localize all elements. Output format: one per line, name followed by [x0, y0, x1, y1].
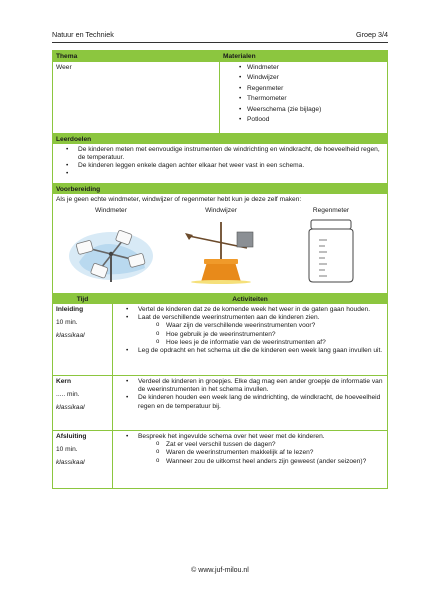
list-item: • De kinderen meten met eenvoudige instrumenten de windrichting en windkracht, de hoeveelheid regen, de temperatuur. — [66, 146, 384, 162]
list-item: • Windwijzer — [239, 74, 384, 85]
leerdoelen-heading: Leerdoelen — [53, 134, 387, 143]
instrument-gallery — [56, 204, 386, 291]
sub-item: o Zat er veel verschil tussen de dagen? — [156, 441, 384, 449]
afsluiting-list — [116, 433, 384, 466]
header-divider — [52, 42, 388, 43]
afsluiting-time-cell — [53, 431, 113, 488]
voorbereiding-text: Als je geen echte windmeter, windwijzer of regenmeter hebt kun je deze zelf maken: — [56, 195, 302, 203]
afsluiting-activities — [113, 431, 387, 488]
list-item: • De kinderen houden een week lang de windrichting, de windkracht, de hoeveelheid regen en de temperatuur bij. — [126, 394, 384, 410]
kern-row — [53, 375, 387, 430]
list-item: • Verdeel de kinderen in groepjes. Elke dag mag een ander groepje de informatie van de weerinstrumenten in het schema invullen. — [126, 378, 384, 394]
anemometer-illustration — [65, 218, 157, 284]
regenmeter-label: Regenmeter — [312, 206, 350, 214]
kern-activities — [113, 376, 387, 430]
leerdoelen-cell — [53, 144, 387, 183]
list-item: • Thermometer — [239, 95, 384, 106]
kern-form: klassikaal — [56, 404, 85, 411]
voorbereiding-header-row — [53, 183, 387, 193]
list-item-text: Bespreek het ingevulde schema over het weer met de kinderen. — [138, 433, 325, 440]
windmeter-figure — [56, 207, 166, 287]
sub-item: o Waren de weerinstrumenten makkelijk af te lezen? — [156, 449, 384, 457]
afsluiting-duration: 10 min. — [56, 446, 78, 453]
inleiding-sublist — [138, 322, 384, 347]
list-item — [126, 314, 384, 347]
group-label: Groep 3/4 — [356, 30, 388, 39]
weather-vane-illustration — [175, 218, 267, 284]
afsluiting-row — [53, 430, 387, 488]
list-item: • Windmeter — [239, 64, 384, 75]
kern-title: Kern — [56, 378, 72, 385]
kern-duration: ..... min. — [56, 391, 80, 398]
thema-header-row — [53, 51, 387, 61]
sub-item: o Hoe lees je de informatie van de weerinstrumenten af? — [156, 339, 384, 347]
inleiding-time-cell — [53, 304, 113, 375]
page-header — [52, 30, 388, 39]
voorbereiding-cell — [53, 194, 389, 293]
list-item-text: Laat de verschillende weerinstrumenten aan de kinderen zien. — [138, 314, 320, 322]
list-item: • Vertel de kinderen dat ze de komende week het weer in de gaten gaan houden. — [126, 306, 384, 314]
list-item — [126, 433, 384, 466]
kern-list — [116, 378, 384, 411]
materialen-list — [223, 64, 384, 128]
sub-item: o Waar zijn de verschillende weerinstrumenten voor? — [156, 322, 384, 330]
windmeter-label: Windmeter — [95, 206, 127, 214]
voorbereiding-row — [53, 193, 387, 293]
afsluiting-sublist — [138, 441, 384, 466]
thema-heading: Thema — [53, 51, 220, 61]
thema-value: Weer — [53, 62, 220, 133]
sub-item: o Wanneer zou de uitkomst heel anders zijn geweest (ander seizoen)? — [156, 458, 384, 466]
materialen-heading: Materialen — [220, 51, 387, 61]
leerdoelen-row — [53, 143, 387, 183]
leerdoelen-list — [56, 146, 384, 171]
list-item: • Leg de opdracht en het schema uit die de kinderen een week lang gaan invullen uit. — [126, 347, 384, 355]
kern-time-cell — [53, 376, 113, 430]
list-item: • Regenmeter — [239, 85, 384, 96]
inleiding-activities — [113, 304, 387, 375]
materialen-cell — [220, 62, 387, 133]
list-item: • Weerschema (zie bijlage) — [239, 106, 384, 117]
subject-title: Natuur en Techniek — [52, 30, 114, 39]
list-item: • De kinderen leggen enkele dagen achter elkaar het weer vast in een schema. — [66, 162, 384, 170]
inleiding-list — [116, 306, 384, 355]
inleiding-row — [53, 303, 387, 375]
regenmeter-figure — [276, 207, 386, 287]
activiteiten-header-row — [53, 293, 387, 303]
windwijzer-figure — [166, 207, 276, 287]
voorbereiding-heading: Voorbereiding — [53, 184, 387, 193]
sub-item: o Hoe gebruik je de weerinstrumenten? — [156, 331, 384, 339]
footer-copyright: © www.juf-milou.nl — [191, 567, 249, 574]
inleiding-duration: 10 min. — [56, 319, 78, 326]
lesson-table — [52, 50, 388, 489]
thema-row — [53, 61, 387, 133]
windwijzer-label: Windwijzer — [205, 206, 237, 214]
rain-gauge-jar-illustration — [285, 218, 377, 284]
afsluiting-title: Afsluiting — [56, 433, 87, 440]
activiteiten-heading: Activiteiten — [113, 294, 387, 303]
afsluiting-form: klassikaal — [56, 459, 85, 466]
list-item: • Potlood — [239, 116, 384, 127]
inleiding-title: Inleiding — [56, 306, 84, 313]
leerdoelen-header-row — [53, 133, 387, 143]
tijd-heading: Tijd — [53, 294, 113, 303]
inleiding-form: klassikaal — [56, 332, 85, 339]
